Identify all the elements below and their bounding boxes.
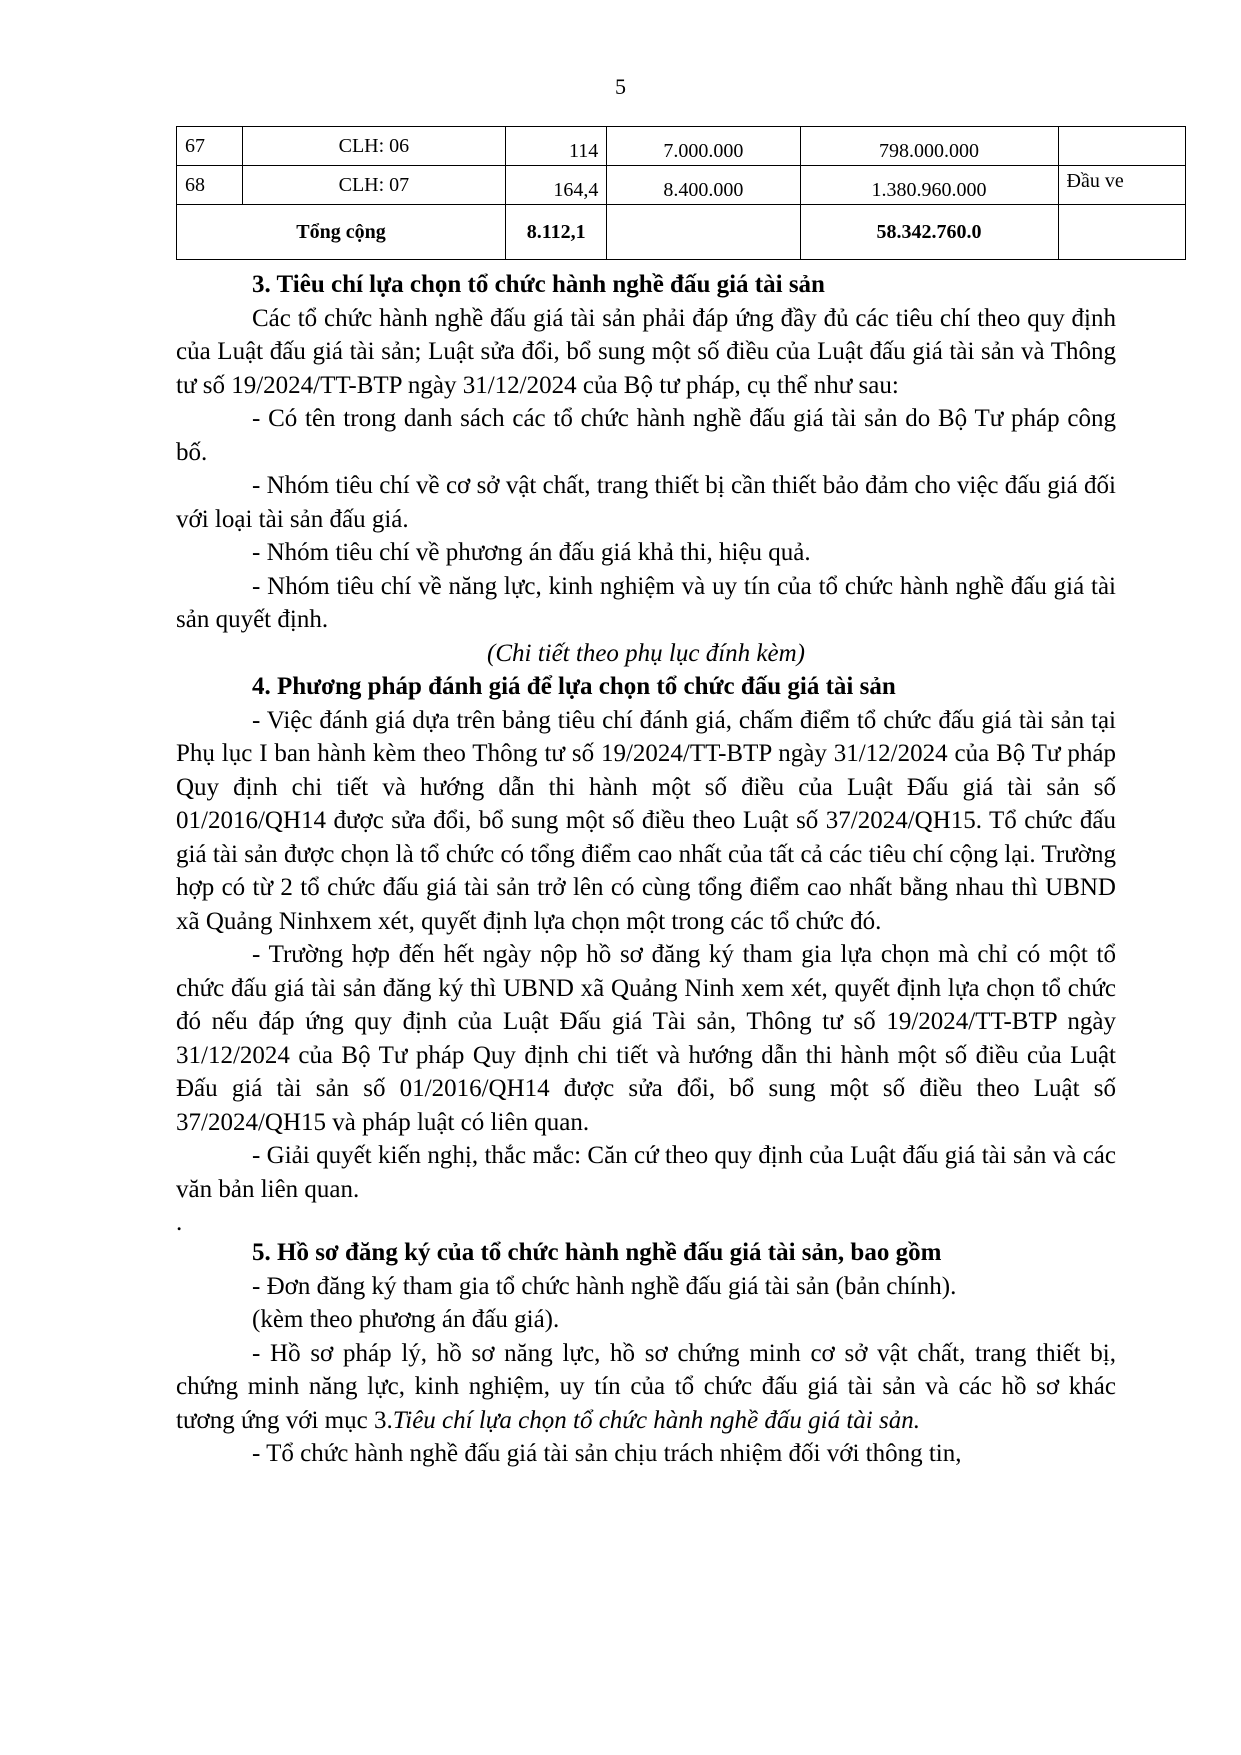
total-amount: 58.342.760.0 <box>800 205 1058 260</box>
row-number: 67 <box>177 127 243 166</box>
section5-item: - Đơn đăng ký tham gia tổ chức hành nghề đấu giá tài sản (bản chính). <box>252 1272 957 1300</box>
row-number: 68 <box>177 166 243 205</box>
section5-item-continuation: (kèm theo phương án đấu giá). <box>252 1306 560 1333</box>
total-label: Tổng cộng <box>177 205 506 260</box>
table-row <box>177 166 1186 205</box>
amount: 798.000.000 <box>800 127 1058 166</box>
section5-title: 5. Hồ sơ đăng ký của tổ chức hành nghề đấu giá tài sản, bao gồm <box>252 1239 942 1266</box>
note: Đầu ve <box>1058 166 1185 205</box>
unit-price: 7.000.000 <box>607 127 800 166</box>
stray-dot: . <box>176 1209 183 1236</box>
total-empty-cell <box>607 205 800 260</box>
section3-intro: Các tổ chức hành nghề đấu giá tài sản phải đáp ứng đầy đủ các tiêu chí theo quy định của Luật đấu giá tài sản; Luật sửa đổi, bổ sung một số điều của Luật đấu giá tài sản và Thông tư số 19/2024/TT-BTP ngày 31/12/2024 của Bộ tư pháp, cụ thể như sau: <box>176 304 1116 399</box>
section4-item: - Việc đánh giá dựa trên bảng tiêu chí đánh giá, chấm điểm tổ chức đấu giá tài sản tại Phụ lục I ban hành kèm theo Thông tư số 19/2024/TT-BTP ngày 31/12/2024 của Bộ Tư pháp Quy định chi tiết và hướng dẫn thi hành một số điều của Luật Đấu giá tài sản số 01/2016/QH14 được sửa đổi, bổ sung một số điều theo Luật số 37/2024/QH15. Tổ chức đấu giá tài sản được chọn là tổ chức có tổng điểm cao nhất của tất cả các tiêu chí cộng lại. Trường hợp có từ 2 tổ chức đấu giá tài sản trở lên có cùng tổng điểm cao nhất bằng nhau thì UBND xã Quảng Ninhxem xét, quyết định lựa chọn một trong các tổ chức đó. <box>176 706 1116 935</box>
total-row <box>177 205 1186 260</box>
document-body <box>176 268 1116 1471</box>
lot-code: CLH: 06 <box>242 127 505 166</box>
section5-item: - Tổ chức hành nghề đấu giá tài sản chịu trách nhiệm đối với thông tin, <box>252 1440 962 1467</box>
section3-item: - Nhóm tiêu chí về phương án đấu giá khả thi, hiệu quả. <box>252 539 811 566</box>
table-row <box>177 127 1186 166</box>
section4-item: - Trường hợp đến hết ngày nộp hồ sơ đăng ký tham gia lựa chọn mà chỉ có một tổ chức đấu giá tài sản đăng ký thì UBND xã Quảng Ninh xem xét, quyết định lựa chọn tổ chức đó nếu đáp ứng quy định của Luật Đấu giá Tài sản, Thông tư số 19/2024/TT-BTP ngày 31/12/2024 của Bộ Tư pháp Quy định chi tiết và hướng dẫn thi hành một số điều của Luật Đấu giá tài sản số 01/2016/QH14 được sửa đổi, bổ sung một số điều theo Luật số 37/2024/QH15 và pháp luật có liên quan. <box>176 941 1116 1136</box>
note <box>1058 127 1185 166</box>
section5-item <box>176 1337 1116 1438</box>
lot-code: CLH: 07 <box>242 166 505 205</box>
section4-item: - Giải quyết kiến nghị, thắc mắc: Căn cứ theo quy định của Luật đấu giá tài sản và các văn bản liên quan. <box>176 1142 1116 1203</box>
area: 114 <box>506 127 607 166</box>
section5-item-text: - Hồ sơ pháp lý, hồ sơ năng lực, hồ sơ chứng minh cơ sở vật chất, trang thiết bị, chứng minh năng lực, kinh nghiệm, uy tín của tổ chức đấu giá tài sản và các hồ sơ khác tương ứng với mục 3. <box>176 1339 1116 1434</box>
section3-item: - Nhóm tiêu chí về năng lực, kinh nghiệm và uy tín của tổ chức hành nghề đấu giá tài sản quyết định. <box>176 572 1116 633</box>
section3-title: 3. Tiêu chí lựa chọn tổ chức hành nghề đấu giá tài sản <box>252 271 825 298</box>
total-area: 8.112,1 <box>506 205 607 260</box>
total-note-cell <box>1058 205 1185 260</box>
amount: 1.380.960.000 <box>800 166 1058 205</box>
section3-item: - Nhóm tiêu chí về cơ sở vật chất, trang thiết bị cần thiết bảo đảm cho việc đấu giá đối với loại tài sản đấu giá. <box>176 472 1116 533</box>
area: 164,4 <box>506 166 607 205</box>
section4-title: 4. Phương pháp đánh giá để lựa chọn tổ chức đấu giá tài sản <box>252 673 896 700</box>
section5-item-italic: Tiêu chí lựa chọn tổ chức hành nghề đấu giá tài sản. <box>392 1406 920 1434</box>
asset-table <box>176 126 1186 260</box>
section3-item: - Có tên trong danh sách các tổ chức hành nghề đấu giá tài sản do Bộ Tư pháp công bố. <box>176 405 1116 466</box>
unit-price: 8.400.000 <box>607 166 800 205</box>
appendix-note: (Chi tiết theo phụ lục đính kèm) <box>487 639 805 667</box>
page-number: 5 <box>615 74 626 99</box>
